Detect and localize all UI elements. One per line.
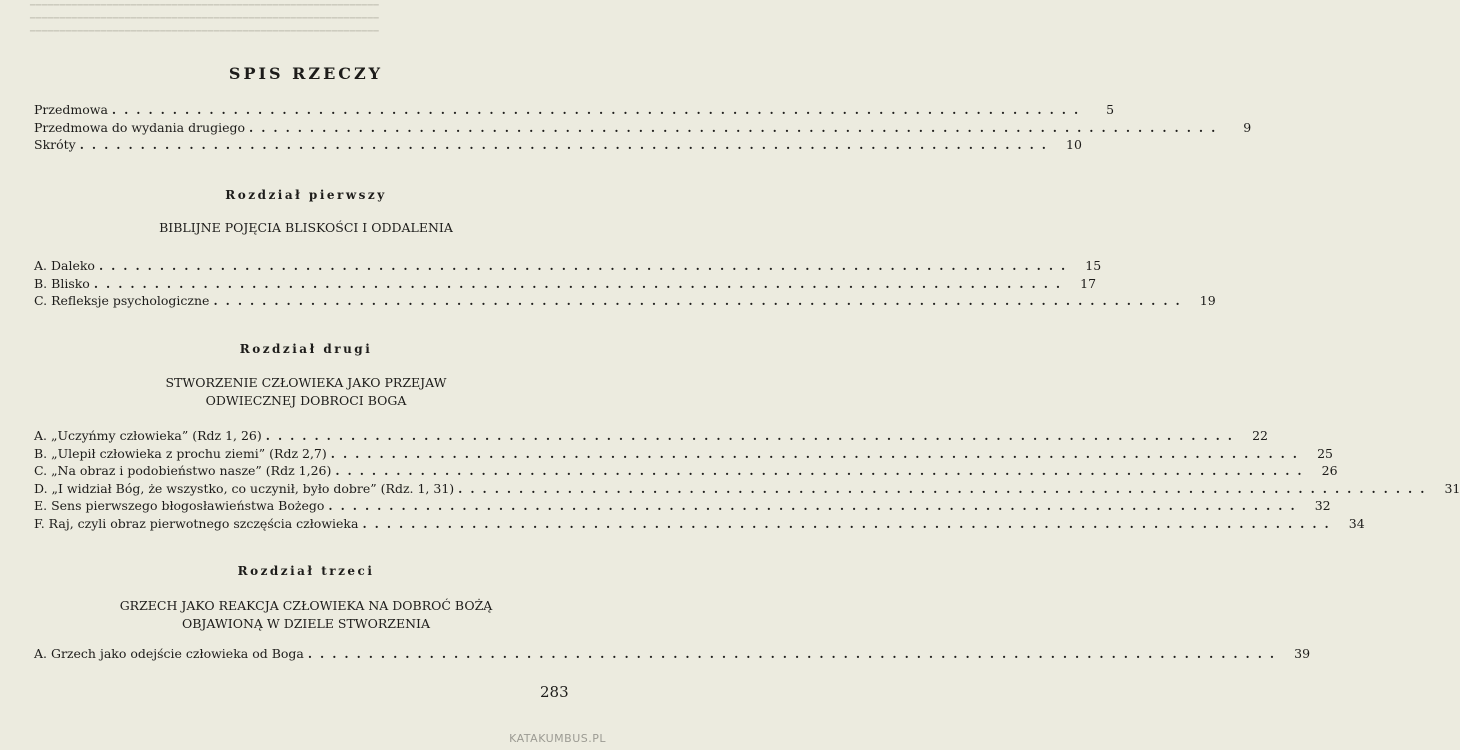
chapter-3-heading [0, 597, 612, 633]
dot-leader: ................................................................................ [330, 446, 1305, 461]
chapter-3-label: Rozdział trzeci [237, 564, 375, 578]
toc-entry [34, 445, 1333, 464]
dot-leader: ................................................................................ [93, 276, 1069, 291]
toc-entry [34, 119, 1252, 138]
toc-entry [34, 102, 1115, 120]
toc-entry-page: 32 [1314, 498, 1331, 513]
chapter-2-heading-line-2: ODWIECZNEJ DOBROCI BOGA [205, 393, 407, 408]
toc-chapter-3 [34, 646, 1311, 664]
dot-leader: ................................................................................ [213, 294, 1188, 308]
toc-entry-label: F. Raj, czyli obraz pierwotnego szczęścia człowieka [34, 515, 359, 531]
dot-leader: ................................................................................ [458, 481, 1433, 496]
chapter-2-heading-line-1: STWORZENIE CZŁOWIEKA JAKO PRZEJAW [165, 375, 447, 390]
toc-entry-label: E. Sens pierwszego błogosławieństwa Bożego [34, 498, 325, 513]
toc-entry [34, 463, 1338, 481]
toc-entry-label: B. Blisko [34, 275, 90, 291]
toc-entry [34, 428, 1268, 446]
toc-entry-page: 31 [1444, 480, 1460, 496]
toc-entry-label: A. Daleko [34, 258, 95, 273]
toc-entry-label: D. „I widział Bóg, że wszystko, co uczynił, było dobre” (Rdz. 1, 31) [34, 480, 455, 496]
toc-entry-page: 19 [1199, 293, 1216, 308]
toc-entry [34, 498, 1331, 516]
toc-entry [34, 137, 1082, 155]
toc-chapter-2 [34, 428, 1460, 533]
dot-leader: ................................................................................ [249, 120, 1224, 135]
toc-entry-page: 15 [1085, 258, 1102, 273]
chapter-3-heading-line-2: OBJAWIONĄ W DZIELE STWORZENIA [181, 616, 431, 631]
toc-entry-label: A. Grzech jako odejście człowieka od Boga [34, 646, 304, 661]
toc-entry-page: 34 [1348, 515, 1365, 531]
toc-entry [34, 646, 1311, 664]
dot-leader: ................................................................................ [111, 103, 1087, 117]
dot-leader: ................................................................................ [98, 259, 1074, 273]
dot-leader: ................................................................................ [328, 499, 1303, 513]
toc-entry-page: 17 [1080, 275, 1097, 291]
toc-entry [34, 515, 1365, 534]
toc-entry [34, 293, 1216, 311]
toc-entry-page: 25 [1317, 445, 1333, 461]
dot-leader: ................................................................................ [335, 464, 1310, 478]
dot-leader: ................................................................................ [265, 429, 1240, 443]
chapter-2-label: Rozdział drugi [239, 342, 373, 356]
toc-entry-label: B. „Ulepił człowieka z prochu ziemi” (Rdz 2,7) [34, 445, 327, 461]
chapter-1-heading-line: BIBLIJNE POJĘCIA BLISKOŚCI I ODDALENIA [159, 220, 453, 235]
toc-entry [34, 258, 1102, 276]
dot-leader: ................................................................................ [307, 647, 1283, 661]
toc-entry-label: A. „Uczyńmy człowieka” (Rdz 1, 26) [34, 428, 262, 443]
toc-entry-label: C. Refleksje psychologiczne [34, 293, 210, 308]
page-title: SPIS RZECZY [228, 64, 384, 83]
toc-entry-label: Przedmowa [34, 102, 108, 117]
toc-entry-label: C. „Na obraz i podobieństwo nasze” (Rdz 1,26) [34, 463, 332, 478]
toc-entry [34, 275, 1097, 294]
toc-entry-page: 39 [1294, 646, 1311, 661]
toc-entry-page: 26 [1321, 463, 1338, 478]
dot-leader: ................................................................................ [79, 138, 1054, 152]
watermark: KATAKUMBUS.PL [509, 732, 606, 745]
toc-front-matter [34, 102, 1252, 155]
toc-chapter-1 [34, 258, 1216, 311]
toc-entry-label: Przedmowa do wydania drugiego [34, 119, 246, 135]
chapter-3-heading-line-1: GRZECH JAKO REAKCJA CZŁOWIEKA NA DOBROĆ BOŻĄ [119, 598, 493, 613]
toc-entry-page: 22 [1252, 428, 1268, 443]
chapter-1-label: Rozdział pierwszy [225, 188, 387, 202]
toc-entry-label: Skróty [34, 137, 76, 152]
chapter-2-heading [0, 374, 612, 410]
chapter-1-heading [0, 219, 612, 237]
dot-leader: ................................................................................ [362, 516, 1337, 531]
page-number: 283 [540, 683, 569, 701]
toc-entry-page: 9 [1243, 119, 1252, 135]
toc-entry-page: 5 [1106, 102, 1115, 117]
bleed-through-text: ━━━━━━━━━━━━━━━━━━━━━━━━━━━━━━━━━━━━━━━━━━━━━━━━━━━━━━━━━━━ ━━━━━━━━━━━━━━━━━━━━━━━━━━━━━━━━━━━━━━━━━━━━━━━━━━━━━━━━━━━ ━━━━━━━━━━━━━━━━━━━━━━━━━━━━━━━━━━━━━━━━━━━━━━━━━━━━━━━━━━━ [30, 1, 380, 37]
toc-entry [34, 480, 1460, 499]
toc-entry-page: 10 [1066, 137, 1082, 152]
